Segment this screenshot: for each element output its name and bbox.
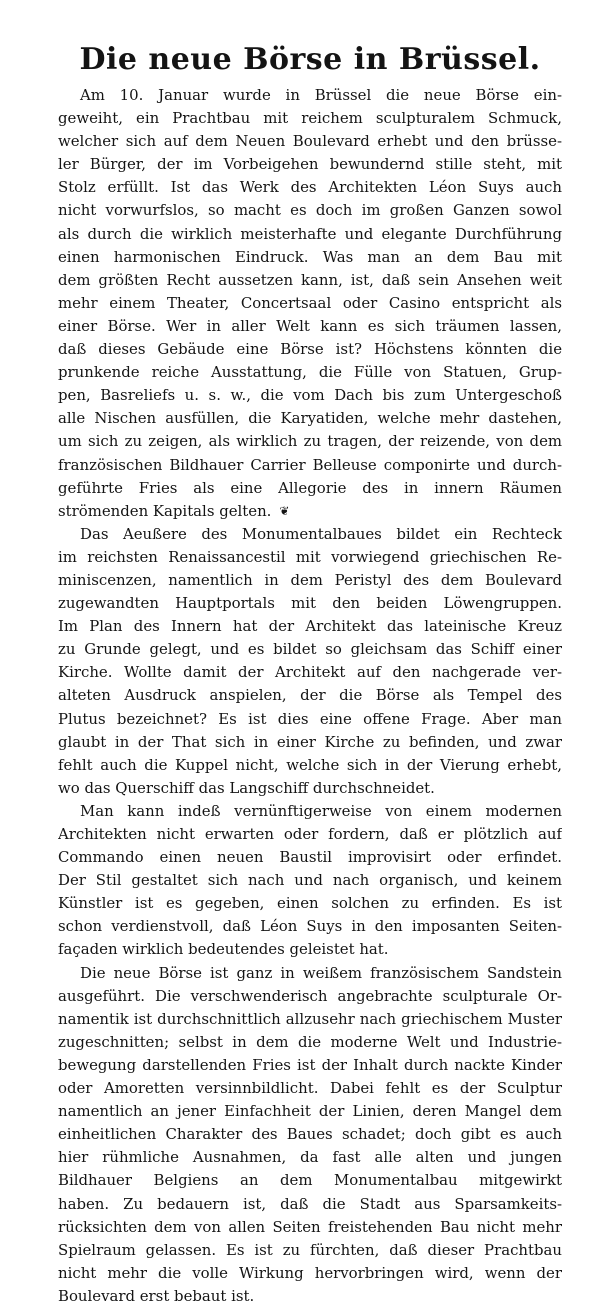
text-line: wo das Querschiff das Langschiff durchschneidet.	[58, 778, 435, 797]
text-line: namentlich an jener Einfachheit der Linien, deren Mangel dem	[58, 1102, 562, 1121]
text-line: französischen Bildhauer Carrier Belleuse componirte und durch-	[58, 455, 562, 474]
text-line: Die neue Börse ist ganz in weißem französischem Sandstein	[80, 963, 562, 982]
text-line: Bildhauer Belgiens an dem Monumentalbau mitgewirkt	[58, 1171, 562, 1190]
text-line: prunkende reiche Ausstattung, die Fülle von Statuen, Grup-	[58, 363, 562, 382]
text-line: zu Grunde gelegt, und es bildet so gleichsam das Schiff einer	[58, 640, 562, 659]
text-line: Stolz erfüllt. Ist das Werk des Architekten Léon Suys auch	[58, 178, 562, 197]
text-line: fehlt auch die Kuppel nicht, welche sich in der Vierung erhebt,	[58, 755, 562, 774]
text-line: Boulevard erst bebaut ist.	[58, 1286, 255, 1305]
text-line: glaubt in der That sich in einer Kirche zu befinden, und zwar	[58, 732, 562, 751]
paragraph	[58, 523, 562, 800]
text-line: im reichsten Renaissancestil mit vorwiegend griechischen Re-	[58, 547, 562, 566]
text-line: mehr einem Theater, Concertsaal oder Casino entspricht als	[58, 293, 562, 312]
paragraph	[58, 962, 562, 1308]
paragraph	[58, 84, 562, 523]
text-line: ausgeführt. Die verschwenderisch angebrachte sculpturale Or-	[58, 986, 562, 1005]
text-line: façaden wirklich bedeutendes geleistet hat.	[58, 940, 389, 959]
text-line: Architekten nicht erwarten oder fordern, daß er plötzlich auf	[58, 825, 562, 843]
text-line: alle Nischen ausfüllen, die Karyatiden, welche mehr dastehen,	[58, 409, 562, 428]
text-line: daß dieses Gebäude eine Börse ist? Höchstens könnten die	[58, 340, 562, 359]
text-line: bewegung darstellenden Fries ist der Inhalt durch nackte Kinder	[58, 1055, 562, 1074]
text-line: nicht mehr die volle Wirkung hervorbringen wird, wenn der	[58, 1263, 562, 1282]
text-line: einheitlichen Charakter des Baues schadet; doch gibt es auch	[58, 1125, 562, 1144]
text-line: hier rühmliche Ausnahmen, da fast alle alten und jungen	[58, 1148, 562, 1167]
text-line: nicht vorwurfslos, so macht es doch im großen Ganzen sowol	[58, 201, 562, 220]
text-line: als durch die wirklich meisterhafte und elegante Durchführung	[58, 224, 562, 243]
text-line: Man kann indeß vernünftigerweise von einem modernen	[80, 801, 562, 820]
text-line: Am 10. Januar wurde in Brüssel die neue Börse ein-	[80, 86, 562, 104]
text-line: ler Bürger, der im Vorbeigehen bewundernd stille steht, mit	[58, 155, 562, 174]
text-line: um sich zu zeigen, als wirklich zu tragen, der reizende, von dem	[58, 432, 562, 451]
text-line: Plutus bezeichnet? Es ist dies eine offene Frage. Aber man	[58, 709, 562, 728]
text-line: einen harmonischen Eindruck. Was man an dem Bau mit	[58, 247, 562, 266]
text-line: pen, Basreliefs u. s. w., die vom Dach bis zum Untergeschoß	[58, 386, 562, 405]
text-line: miniscenzen, namentlich in dem Peristyl des dem Boulevard	[58, 570, 562, 589]
text-line: haben. Zu bedauern ist, daß die Stadt aus Sparsamkeits-	[58, 1194, 562, 1213]
text-line: Spielraum gelassen. Es ist zu fürchten, daß dieser Prachtbau	[58, 1240, 562, 1259]
text-line: namentik ist durchschnittlich allzusehr nach griechischem Muster	[58, 1009, 562, 1028]
text-line: schon verdienstvoll, daß Léon Suys in den imposanten Seiten-	[58, 917, 562, 936]
text-line: welcher sich auf dem Neuen Boulevard erhebt und den brüsse-	[58, 132, 562, 151]
article-title: Die neue Börse in Brüssel.	[79, 42, 541, 77]
text-line: Kirche. Wollte damit der Architekt auf den nachgerade ver-	[58, 663, 562, 682]
text-line: Commando einen neuen Baustil improvisirt oder erfindet.	[58, 848, 562, 867]
text-line: strömenden Kapitals gelten. ❦	[58, 500, 562, 523]
text-line: alteten Ausdruck anspielen, der die Börse als Tempel des	[58, 686, 562, 705]
text-line: rücksichten dem von allen Seiten freistehenden Bau nicht mehr	[58, 1217, 562, 1236]
paragraph	[58, 800, 562, 962]
text-line: zugeschnitten; selbst in dem die moderne Welt und Industrie-	[58, 1032, 562, 1051]
text-line: Das Aeußere des Monumentalbaues bildet ein Rechteck	[80, 524, 562, 543]
text-line: oder Amoretten versinnbildlicht. Dabei fehlt es der Sculptur	[58, 1079, 562, 1098]
ornament-icon: ❦	[279, 504, 290, 519]
text-line: geführte Fries als eine Allegorie des in innern Räumen	[58, 478, 562, 497]
text-line: Künstler ist es gegeben, einen solchen zu erfinden. Es ist	[58, 894, 562, 913]
article-body	[58, 84, 562, 1308]
text-line: zugewandten Hauptportals mit den beiden Löwengruppen.	[58, 594, 562, 613]
text-line: Im Plan des Innern hat der Architekt das lateinische Kreuz	[58, 617, 562, 636]
text-line: einer Börse. Wer in aller Welt kann es sich träumen lassen,	[58, 316, 562, 335]
text-line: dem größten Recht aussetzen kann, ist, daß sein Ansehen weit	[58, 270, 562, 289]
text-line: geweiht, ein Prachtbau mit reichem sculpturalem Schmuck,	[58, 109, 562, 128]
text-line: Der Stil gestaltet sich nach und nach organisch, und keinem	[58, 871, 562, 890]
